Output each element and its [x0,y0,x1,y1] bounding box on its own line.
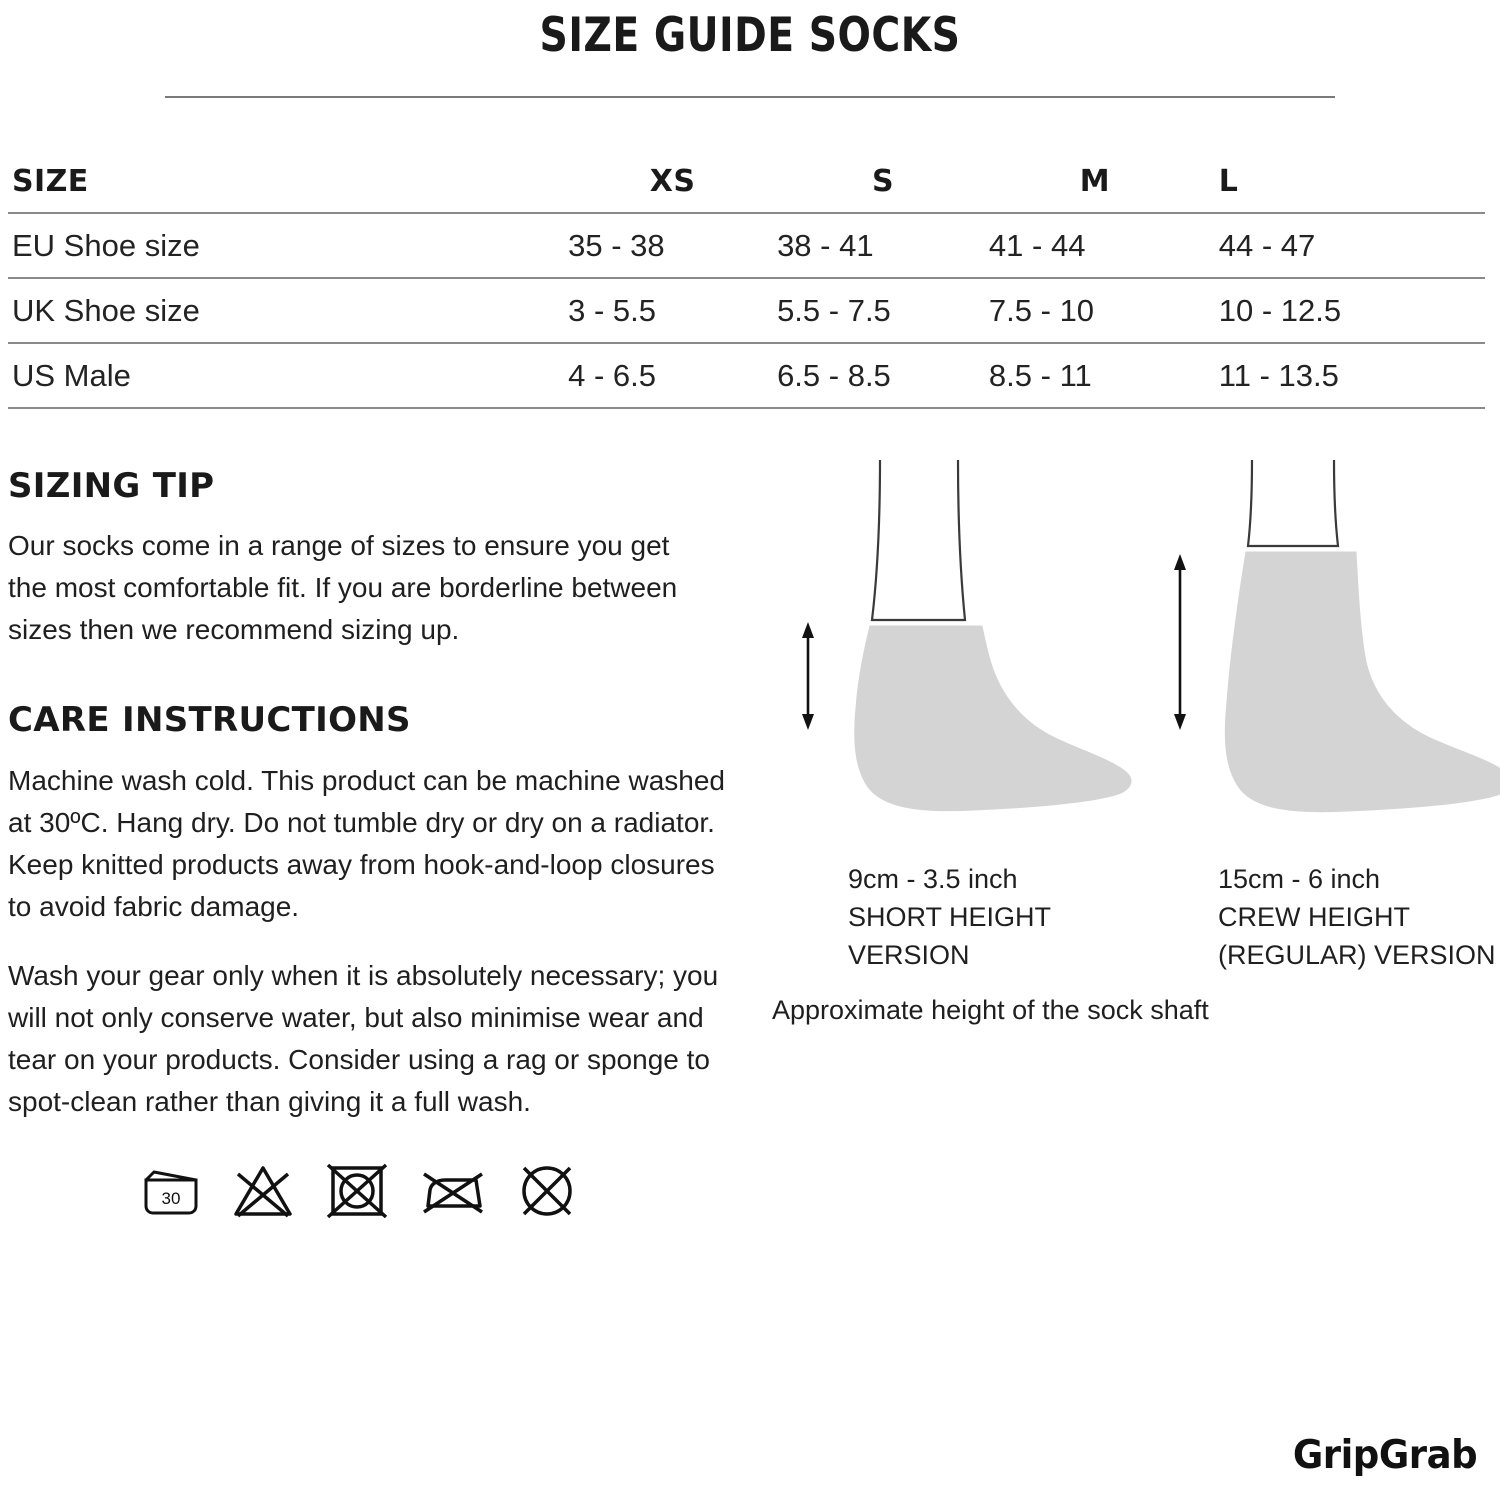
care-instructions-paragraph-2: Wash your gear only when it is absolutely necessary; you will not only conserve water, but also minimise wear and tear on your products. Consider using a rag or sponge to spot-clean rather than giving it a full wash. [8,960,719,1117]
cell-uk-m: 7.5 - 10 [988,292,1095,328]
short-sock-label-line1: SHORT HEIGHT [848,902,1052,932]
do-not-iron-icon [418,1160,488,1222]
short-sock-caption [848,860,1051,974]
care-instructions-heading: CARE INSTRUCTIONS [8,700,411,740]
header-l: L [1218,163,1239,199]
sizing-tip-heading: SIZING TIP [8,466,215,506]
care-instructions-paragraph-1: Machine wash cold. This product can be machine washed at 30ºC. Hang dry. Do not tumble dry or dry on a radiator. Keep knitted products away from hook-and-loop closures to avoid fabric damage. [8,765,725,922]
cell-uk-s: 5.5 - 7.5 [777,292,891,328]
cell-eu-l: 44 - 47 [1218,227,1316,263]
crew-height-arrow [1174,554,1186,730]
cell-eu-s: 38 - 41 [777,227,874,263]
cell-eu-m: 41 - 44 [988,227,1086,263]
cell-us-s: 6.5 - 8.5 [777,357,891,393]
cell-us-m: 8.5 - 11 [988,357,1092,393]
short-sock-illustration [802,460,1131,811]
table-row [8,278,1485,343]
do-not-bleach-icon [230,1160,296,1222]
table-header-row [8,150,1485,213]
crew-sock-measurement: 15cm - 6 inch [1218,864,1381,894]
brand-logo: GripGrab [1292,1433,1478,1478]
short-sock-label-line2: VERSION [848,940,970,970]
cell-uk-xs: 3 - 5.5 [568,292,656,328]
header-m: M [1079,163,1110,199]
row-label-us: US Male [12,357,131,393]
machine-wash-30-icon [140,1160,202,1222]
do-not-tumble-dry-icon [324,1160,390,1222]
header-xs: XS [649,163,696,199]
wash-temperature-label: 30 [161,1189,181,1208]
short-height-arrow [802,622,814,730]
crew-sock-illustration [1174,460,1500,812]
cell-us-xs: 4 - 6.5 [568,357,656,393]
table-row [8,213,1485,278]
page-title: SIZE GUIDE SOCKS [539,8,961,63]
short-sock-measurement: 9cm - 3.5 inch [848,864,1018,894]
crew-sock-caption [1218,860,1496,974]
header-size: SIZE [12,163,89,199]
sizing-tip-body: Our socks come in a range of sizes to ensure you get the most comfortable fit. If you are borderline between sizes then we recommend sizing up. [8,530,678,645]
title-divider [165,96,1335,98]
do-not-dry-clean-icon [516,1160,578,1222]
row-label-eu: EU Shoe size [12,227,200,263]
cell-uk-l: 10 - 12.5 [1218,292,1342,328]
header-s: S [871,163,894,199]
size-table-body [8,213,1485,408]
crew-sock-label-line1: CREW HEIGHT [1218,902,1410,932]
sock-shaft-note: Approximate height of the sock shaft [772,995,1209,1025]
size-table [8,150,1485,409]
cell-us-l: 11 - 13.5 [1218,357,1339,393]
care-symbol-row [140,1160,578,1222]
cell-eu-xs: 35 - 38 [568,227,665,263]
crew-sock-label-line2: (REGULAR) VERSION [1218,940,1496,970]
size-table-head [8,150,1485,213]
table-row [8,343,1485,408]
row-label-uk: UK Shoe size [12,292,200,328]
